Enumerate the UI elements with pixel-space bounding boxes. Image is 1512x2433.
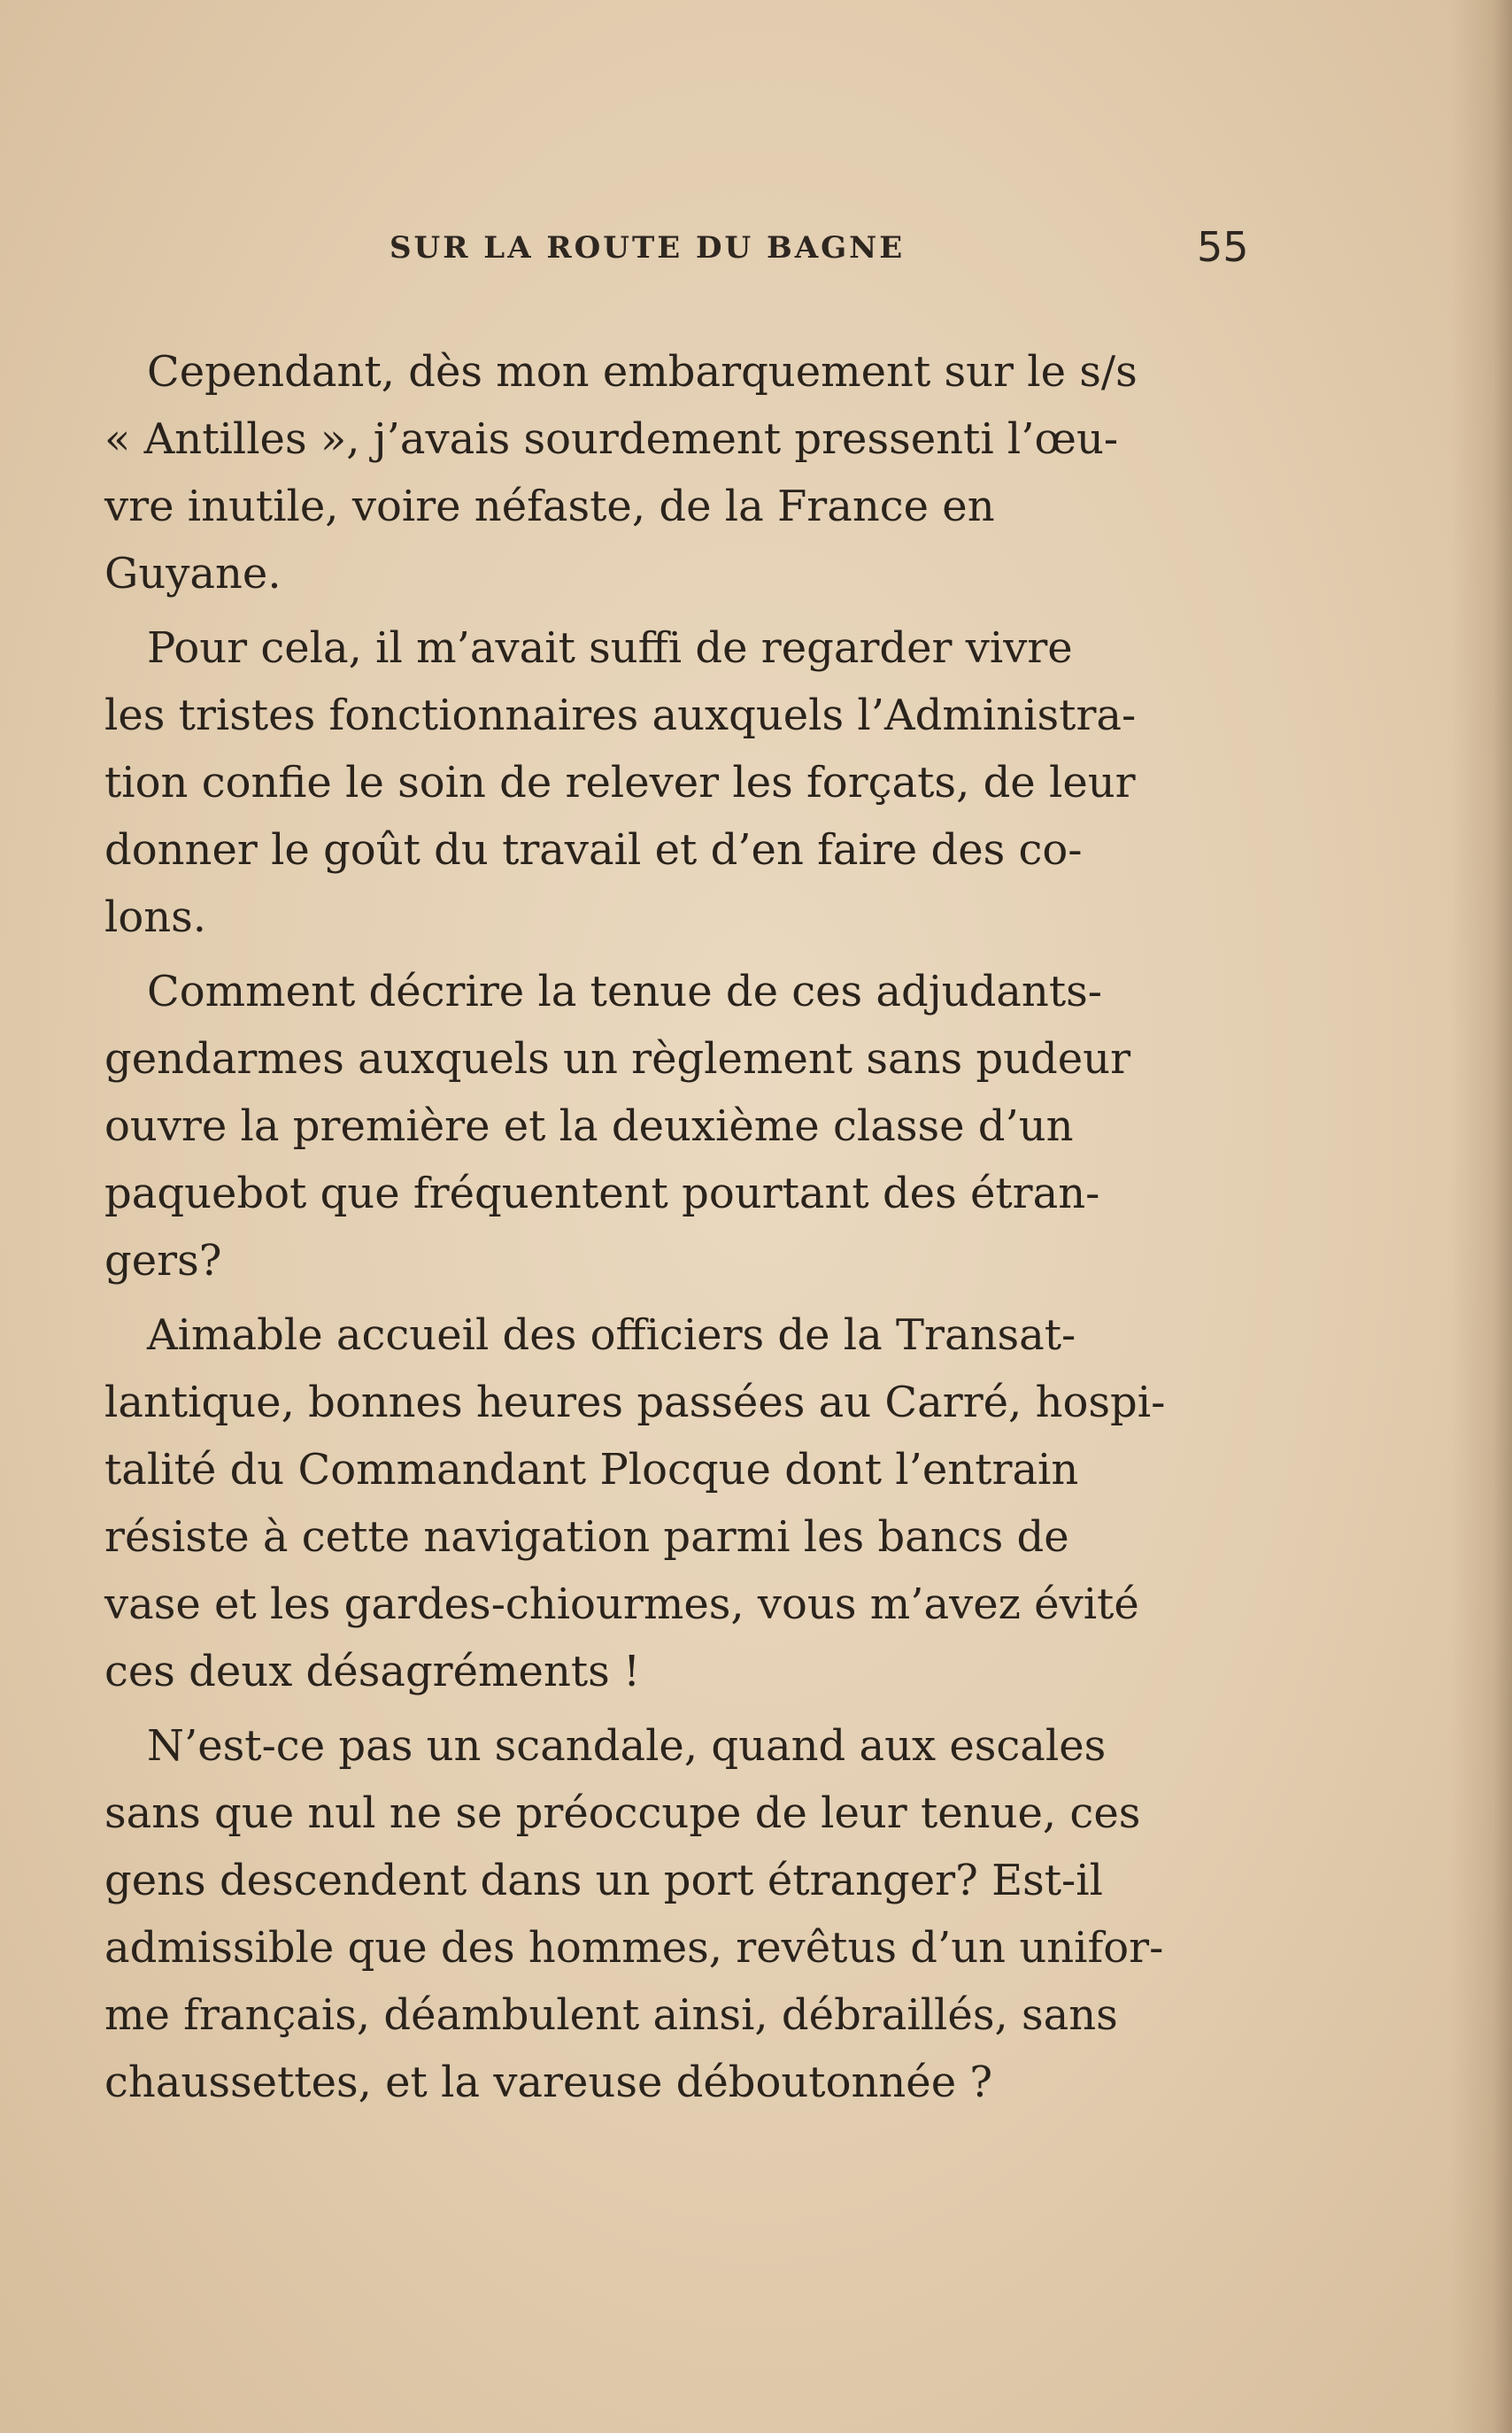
page-edge-shadow [1450, 0, 1512, 2433]
paragraph-2: Pour cela, il m’avait suffi de regarder vivre les tristes fonctionnaires auxquels l’Administra- tion confie le soin de relever les forçats, de leur donner le goût du travail et d’en faire des co- lons. [104, 623, 1137, 942]
running-title: SUR LA ROUTE DU BAGNE [390, 230, 906, 266]
paragraph-4: Aimable accueil des officiers de la Transat- lantique, bonnes heures passées au Carré, hospi- talité du Commandant Plocque dont l’entrain résiste à cette navigation parmi les bancs de vase et les gardes-chiourmes, vous m’avez évité ces deux désagréments ! [104, 1310, 1166, 1696]
page-number: 55 [1197, 223, 1249, 271]
paragraph-5: N’est-ce pas un scandale, quand aux escales sans que nul ne se préoccupe de leur tenue, ces gens descendent dans un port étranger? Est-il admissible que des hommes, revêtus d’un unifor- me français, déambulent ainsi, débraillés, sans chaussettes, et la vareuse déboutonnée ? [104, 1721, 1164, 2107]
running-head [390, 223, 1275, 276]
paragraph-3: Comment décrire la tenue de ces adjudants- gendarmes auxquels un règlement sans pudeur ouvre la première et la deuxième classe d’un paquebot que fréquentent pourtant des étran- gers? [104, 967, 1131, 1286]
body-text [104, 338, 1255, 2123]
paragraph-1: Cependant, dès mon embarquement sur le s/s « Antilles », j’avais sourdement pressenti l’œu- vre inutile, voire néfaste, de la France en Guyane. [104, 347, 1138, 599]
